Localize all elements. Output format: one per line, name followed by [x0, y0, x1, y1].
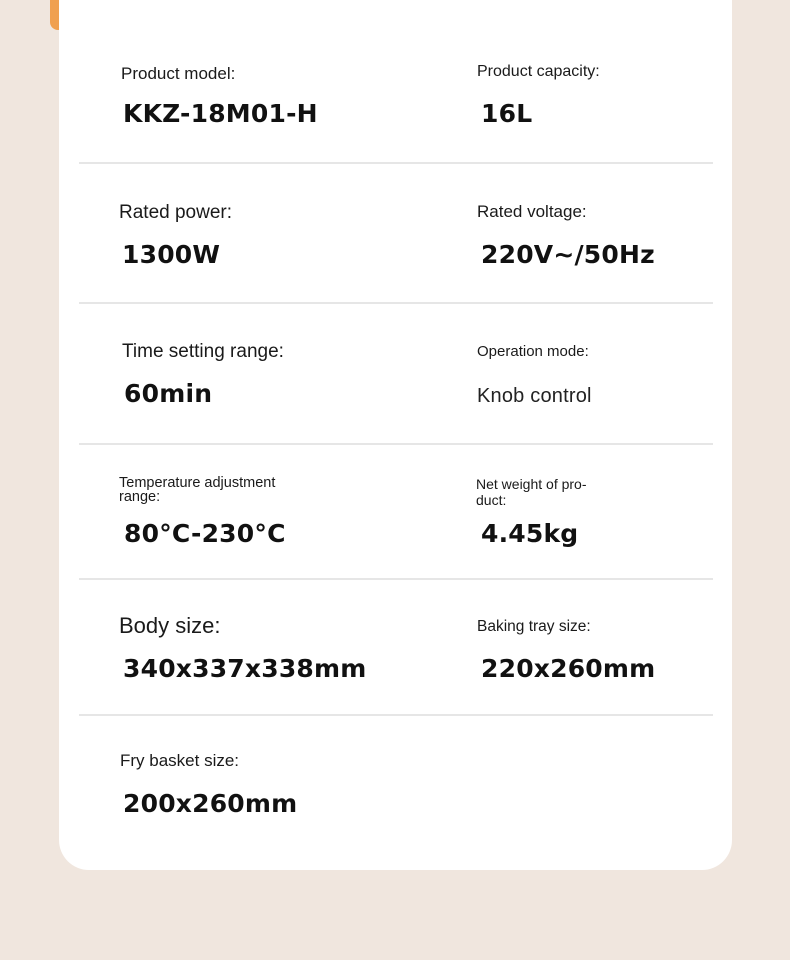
- spec-value: 220V~/50Hz: [481, 240, 655, 269]
- spec-value: 60min: [124, 379, 213, 408]
- row-divider: [79, 162, 713, 164]
- spec-value: 1300W: [122, 240, 221, 269]
- spec-label: Product model:: [121, 64, 236, 83]
- spec-label: Fry basket size:: [120, 751, 240, 770]
- spec-label: Temperature adjustment range:: [119, 475, 276, 505]
- spec-value: 16L: [481, 99, 533, 128]
- row-divider: [79, 302, 713, 304]
- spec-value: Knob control: [477, 385, 592, 407]
- spec-label: Operation mode:: [477, 343, 589, 360]
- spec-label: Body size:: [119, 613, 221, 638]
- spec-value: 220x260mm: [481, 654, 656, 683]
- row-divider: [79, 578, 713, 580]
- spec-label: Net weight of pro-duct:: [476, 476, 587, 508]
- spec-value: 80°C-230°C: [124, 519, 286, 548]
- spec-label: Product capacity:: [477, 63, 600, 80]
- row-divider: [79, 714, 713, 716]
- spec-card: [59, 0, 732, 870]
- spec-label: Rated power:: [119, 202, 233, 223]
- row-divider: [79, 443, 713, 445]
- spec-label: Time setting range:: [122, 341, 284, 362]
- spec-label: Baking tray size:: [477, 618, 591, 635]
- spec-value: 200x260mm: [123, 789, 298, 818]
- spec-value: 4.45kg: [481, 519, 579, 548]
- spec-value: KKZ-18M01-H: [123, 99, 318, 128]
- spec-value: 340x337x338mm: [123, 654, 367, 683]
- spec-label: Rated voltage:: [477, 202, 587, 221]
